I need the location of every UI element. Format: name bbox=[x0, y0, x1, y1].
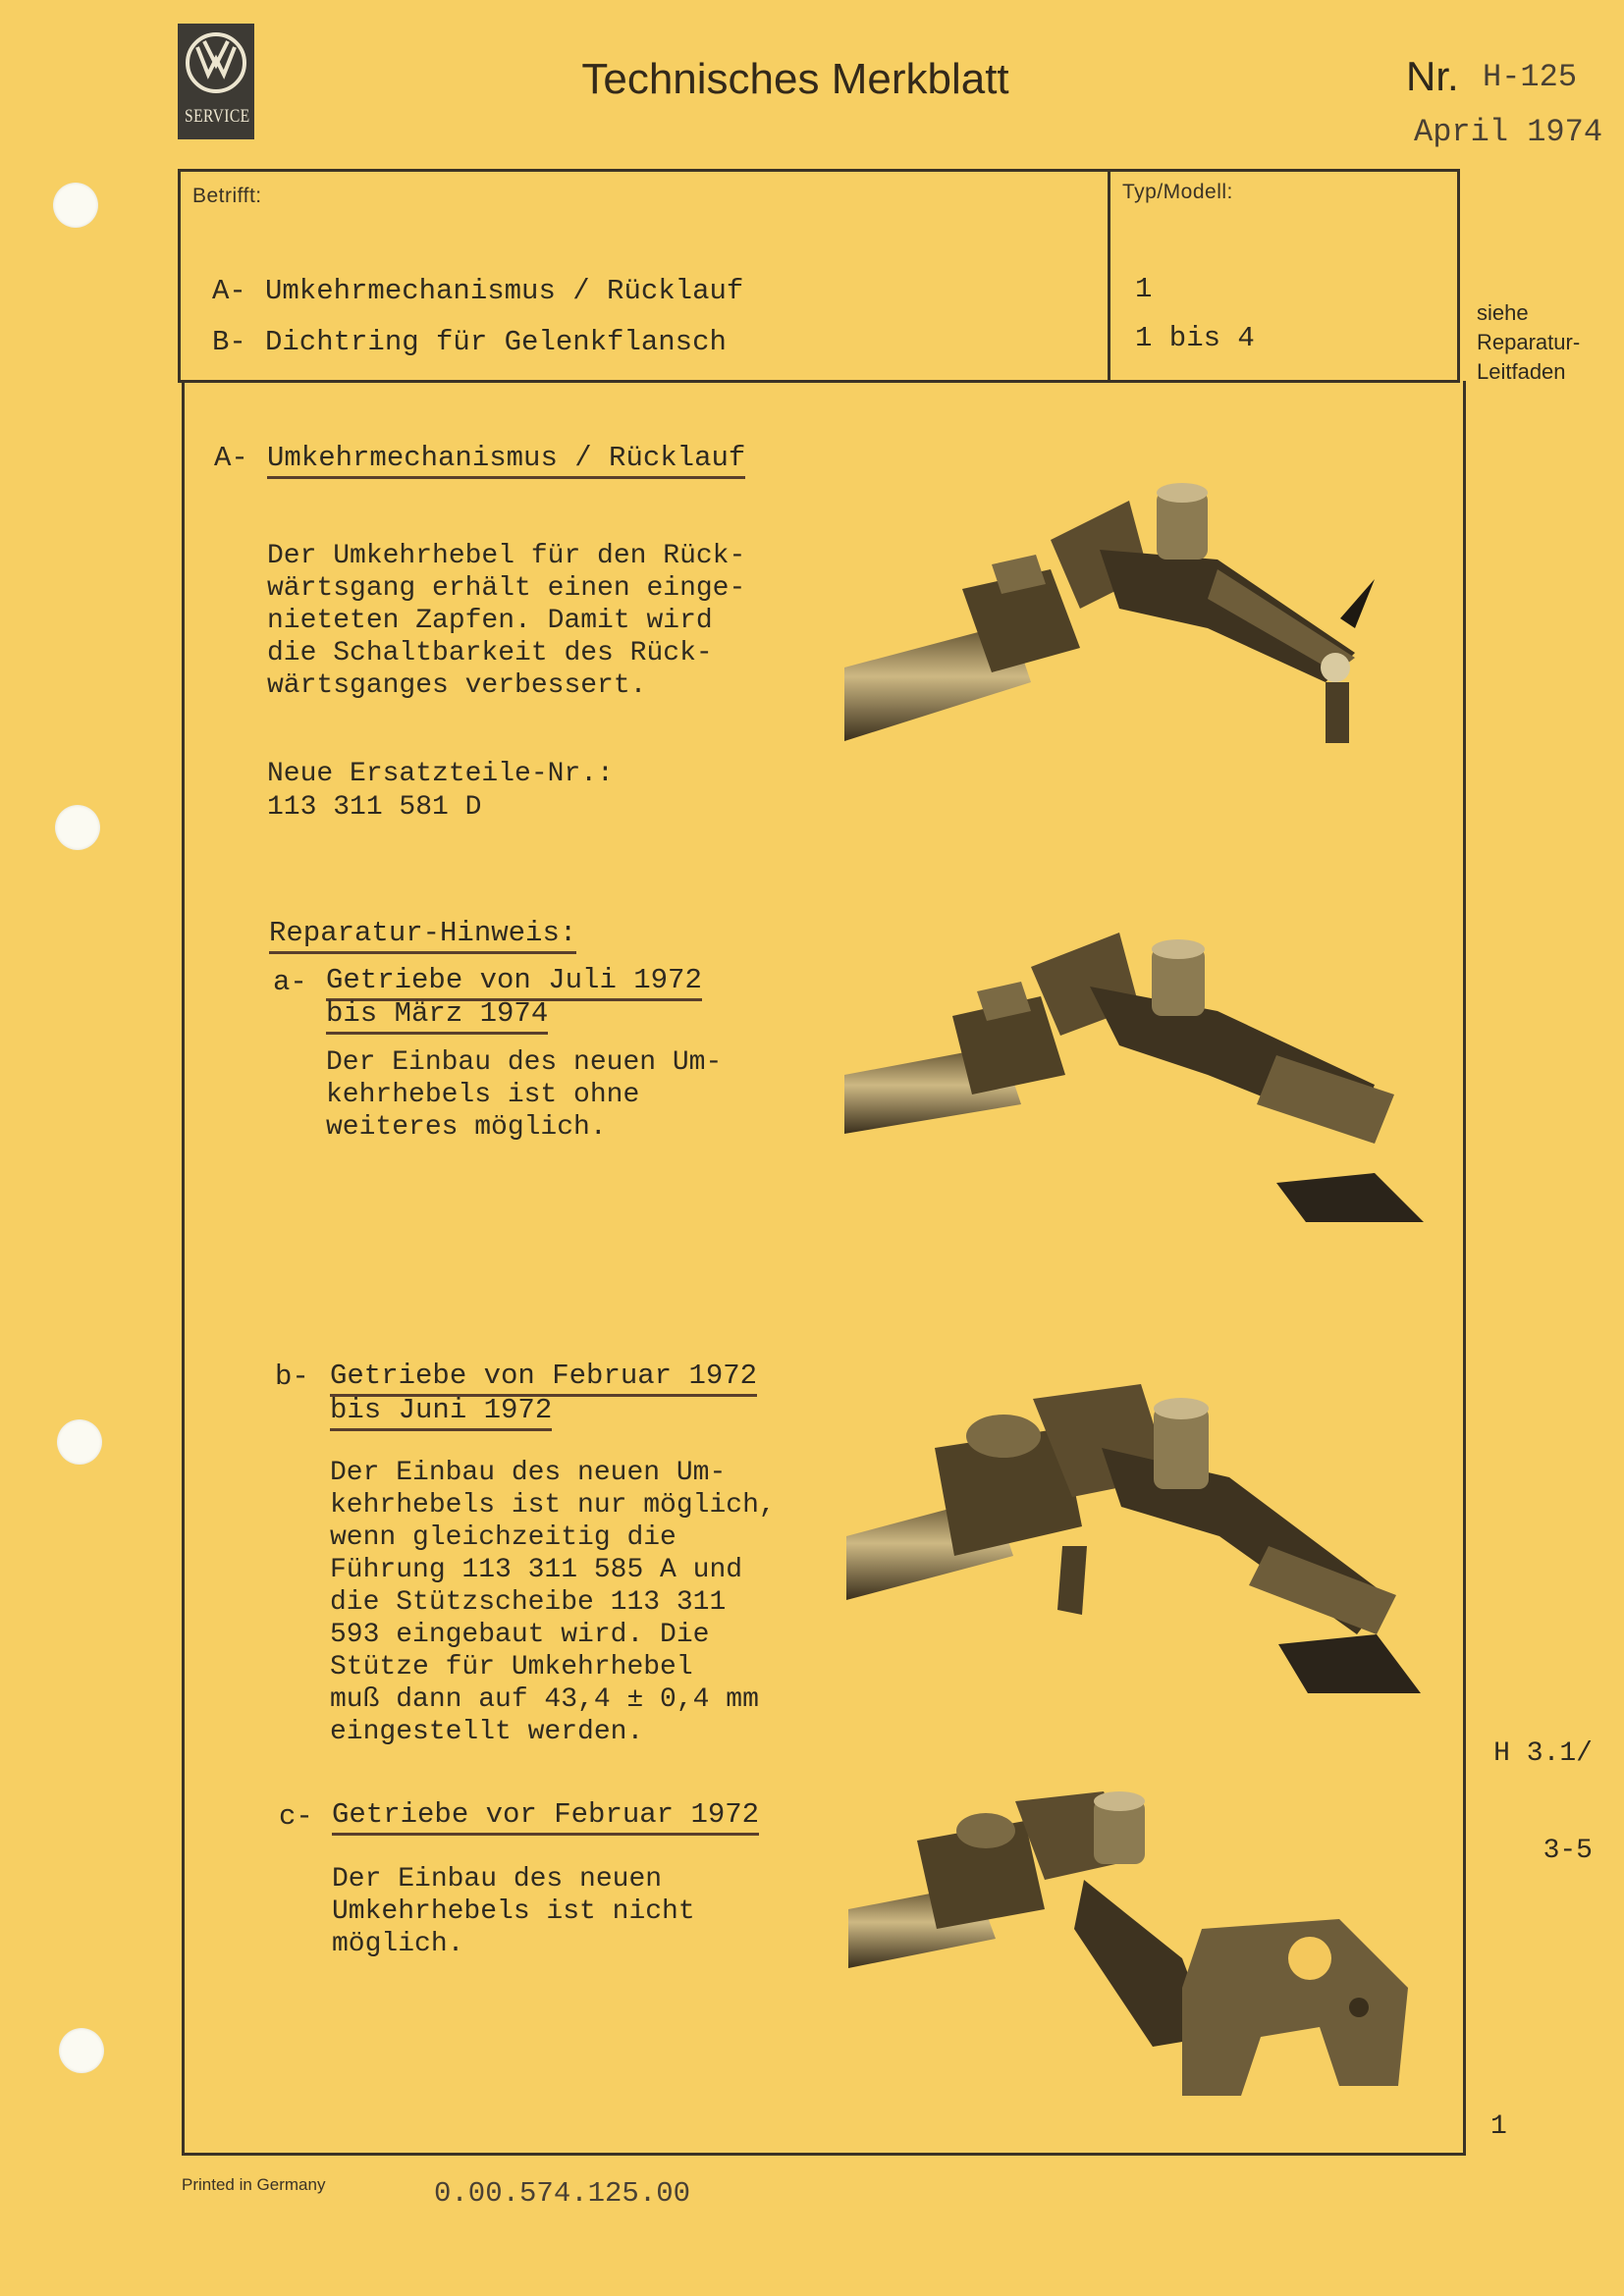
page-number: 1 bbox=[1490, 2111, 1507, 2142]
subject-item-typ: 1 bis 4 bbox=[1135, 322, 1255, 354]
frame-line bbox=[182, 381, 185, 2156]
margin-reference: H 3.1/ 3-5 bbox=[1493, 1738, 1593, 1866]
section-heading: Umkehrmechanismus / Rücklauf bbox=[267, 442, 745, 474]
document-code: 0.00.574.125.00 bbox=[434, 2177, 691, 2210]
subject-box-divider bbox=[1108, 169, 1110, 383]
part-label: Neue Ersatzteile-Nr.: bbox=[267, 759, 614, 789]
punch-hole bbox=[55, 805, 100, 850]
frame-line bbox=[182, 2153, 1466, 2156]
page-title: Technisches Merkblatt bbox=[581, 55, 1009, 103]
frame-line bbox=[1463, 381, 1466, 2156]
case-heading: Getriebe von Februar 1972 bis Juni 1972 bbox=[330, 1359, 757, 1427]
part-number: 113 311 581 D bbox=[267, 792, 482, 823]
case-letter: c- bbox=[279, 1800, 313, 1833]
punch-hole bbox=[57, 1419, 102, 1465]
logo-text: SERVICE bbox=[185, 106, 250, 127]
nr-label: Nr. bbox=[1406, 53, 1459, 99]
subject-item-letter: A- bbox=[212, 275, 246, 307]
subject-item-letter: B- bbox=[212, 326, 246, 358]
issue-date: April 1974 bbox=[1414, 114, 1603, 150]
typ-label: Typ/Modell: bbox=[1122, 181, 1233, 203]
case-letter: b- bbox=[275, 1361, 309, 1393]
section-letter: A- bbox=[214, 442, 248, 474]
lever-photo-a bbox=[844, 928, 1424, 1242]
punch-hole bbox=[53, 183, 98, 228]
nr-value: H-125 bbox=[1483, 59, 1578, 95]
case-text: Der Einbau des neuen Umkehrhebels ist nicht möglich. bbox=[332, 1864, 695, 1959]
case-heading: Getriebe von Juli 1972 bis März 1974 bbox=[326, 964, 702, 1031]
lever-photo-c bbox=[848, 1791, 1428, 2125]
subject-item-typ: 1 bbox=[1135, 273, 1153, 305]
case-heading: Getriebe vor Februar 1972 bbox=[332, 1798, 759, 1831]
repair-heading: Reparatur-Hinweis: bbox=[269, 917, 576, 949]
lever-photo-new bbox=[844, 481, 1414, 766]
case-text: Der Einbau des neuen Um- kehrhebels ist nur möglich, wenn gleichzeitig die Führung 113 311 585 A und die Stützscheibe 113 311 593 eingebaut wird. Die Stütze für Umkehrhebel muß dann auf 43,4 ± 0,4 mm eingestellt werden. bbox=[330, 1458, 776, 1747]
punch-hole bbox=[59, 2028, 104, 2073]
case-text: Der Einbau des neuen Um- kehrhebels ist ohne weiteres möglich. bbox=[326, 1047, 723, 1143]
case-letter: a- bbox=[273, 966, 307, 998]
intro-text: Der Umkehrhebel für den Rück- wärtsgang erhält einen einge- nieteten Zapfen. Damit wird die Schaltbarkeit des Rück- wärtsganges verbessert. bbox=[267, 541, 746, 701]
side-note: siehe Reparatur- Leitfaden bbox=[1477, 300, 1581, 384]
subject-item-text: Dichtring für Gelenkflansch bbox=[265, 326, 727, 358]
printed-note: Printed in Germany bbox=[182, 2175, 326, 2194]
betrifft-label: Betrifft: bbox=[192, 185, 262, 207]
lever-photo-b bbox=[846, 1369, 1426, 1723]
subject-item-text: Umkehrmechanismus / Rücklauf bbox=[265, 275, 744, 307]
